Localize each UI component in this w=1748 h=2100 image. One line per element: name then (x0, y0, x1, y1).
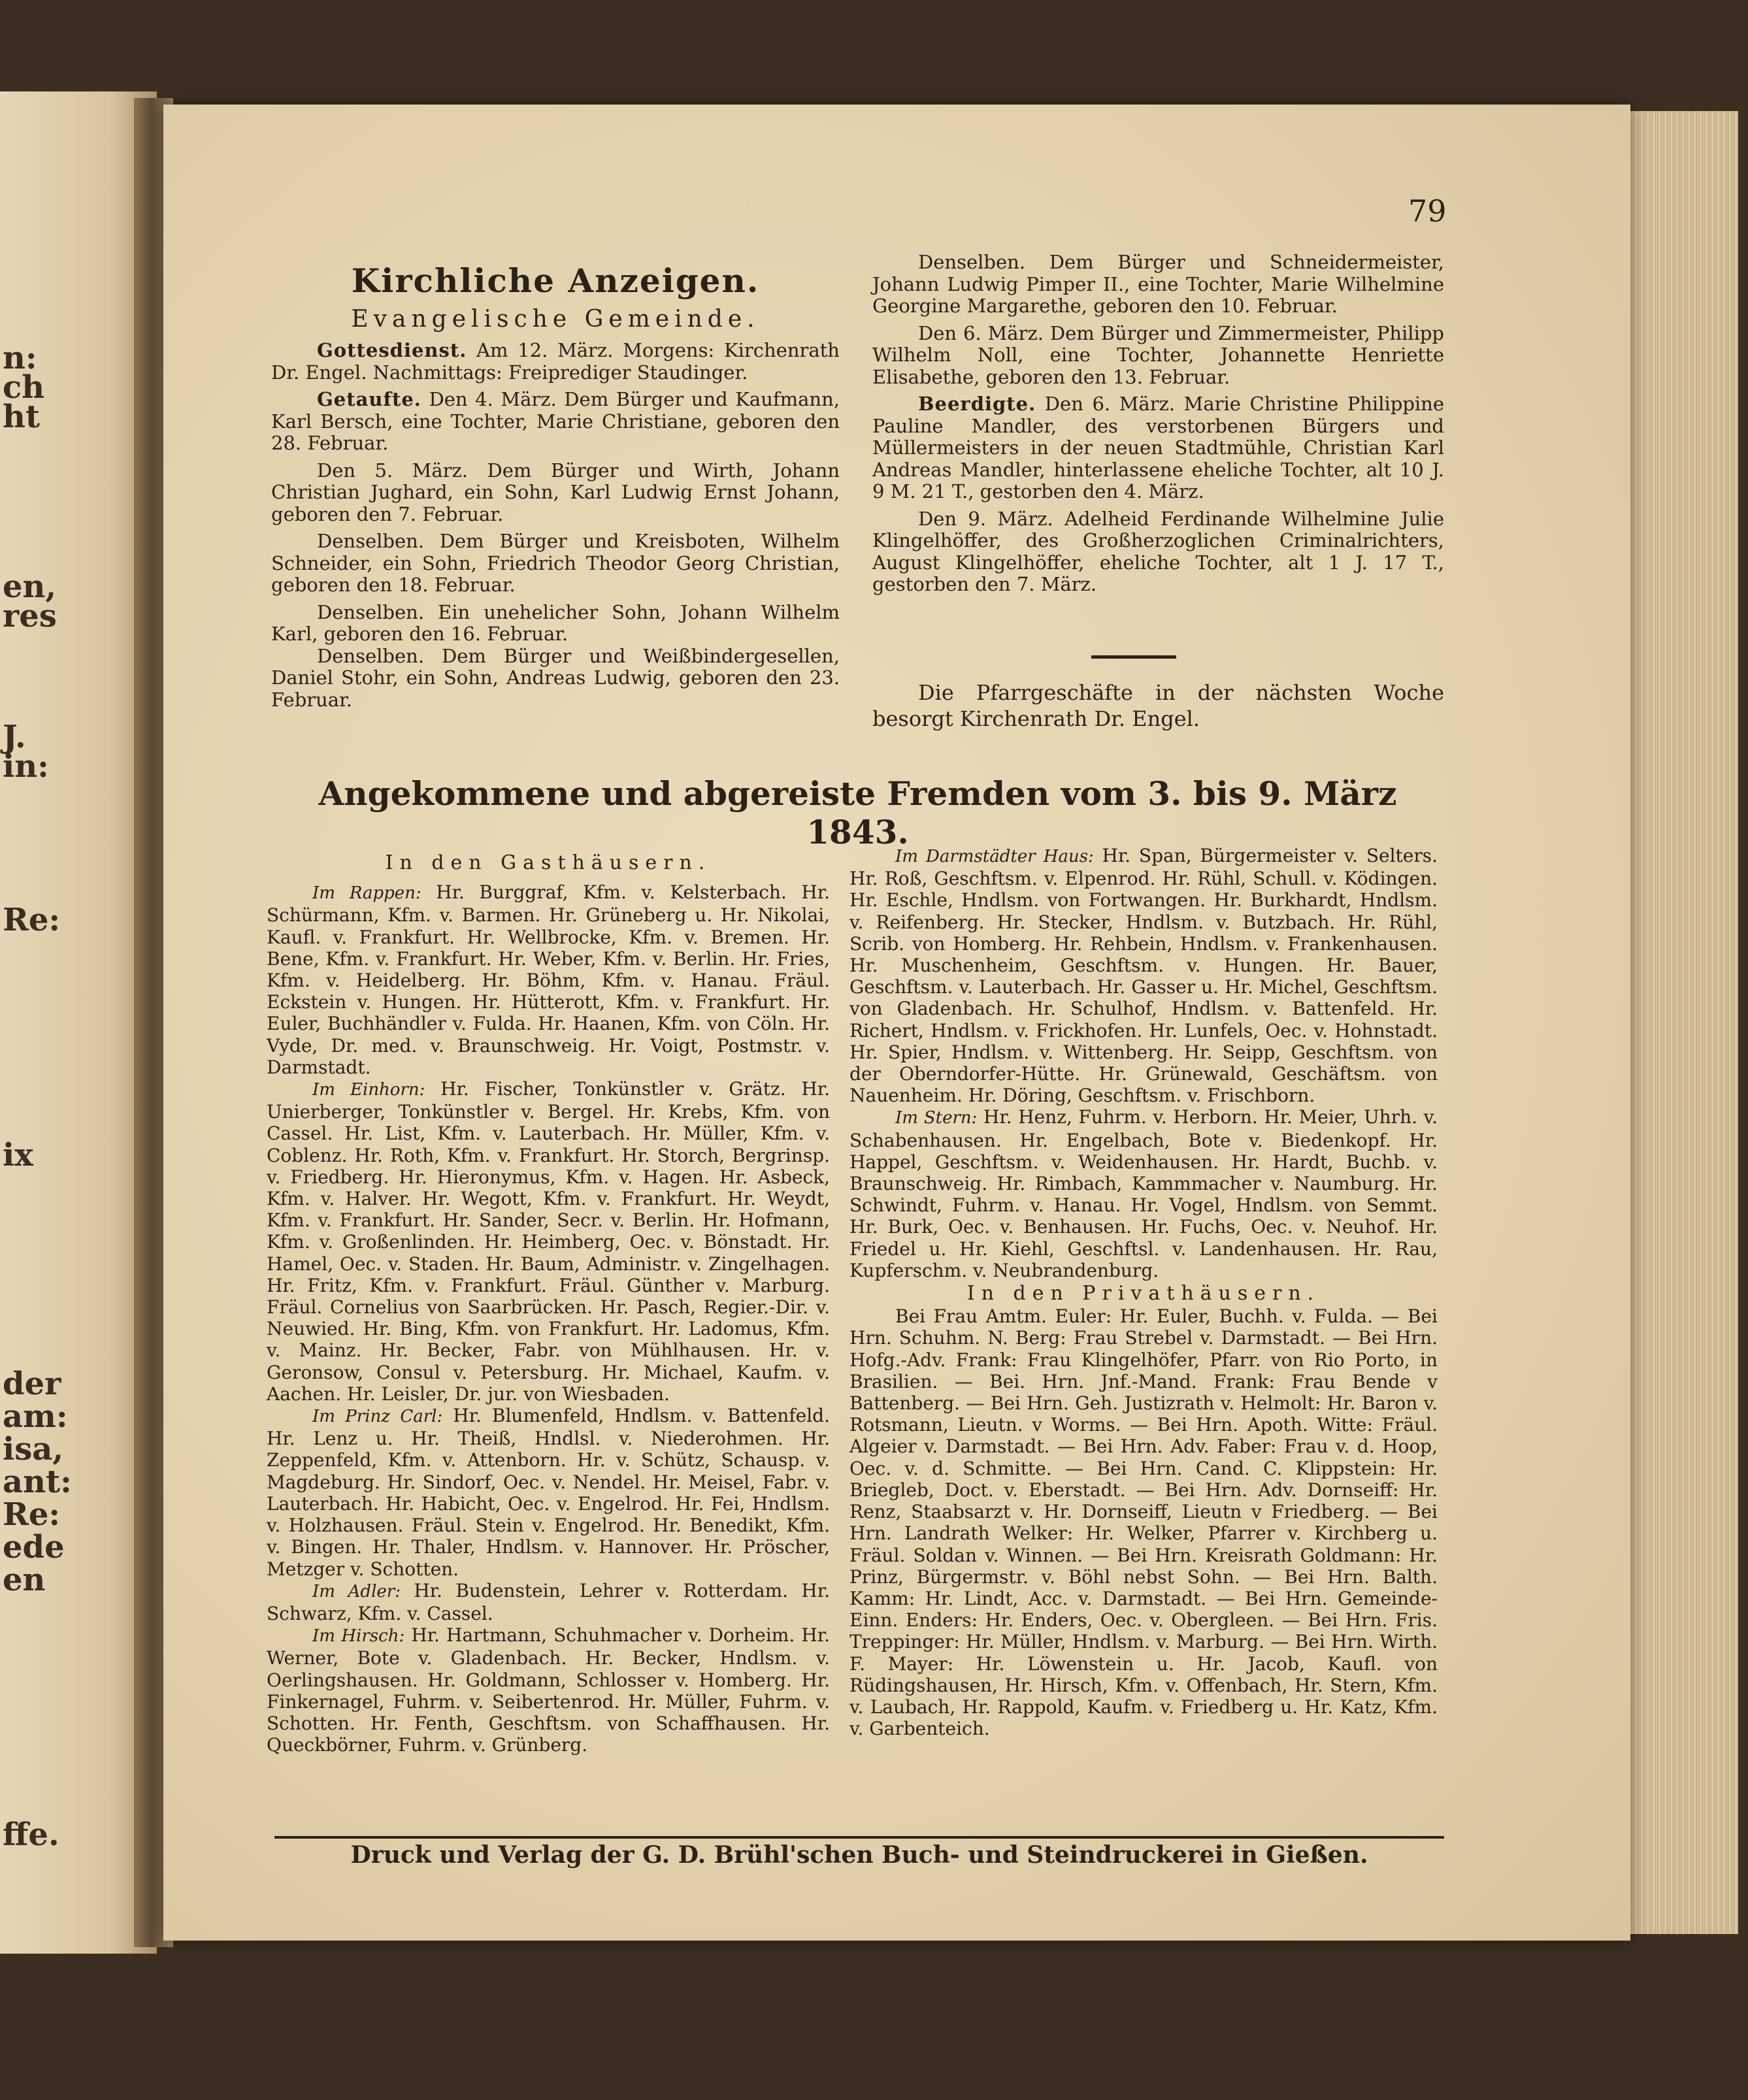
church-paragraph: Beerdigte. Den 6. März. Marie Christine Philippine Pauline Mandler, des verstorbenen Bürgers und Müllermeisters in der neuen Stadtmühle, Christian Karl Andreas Mandler, hinterlassene eheliche Tochter, alt 10 J. 9 M. 21 T., gestorben den 4. März. (872, 393, 1444, 502)
arrivals-left-column (267, 849, 830, 1756)
footer-rule (274, 1836, 1444, 1839)
church-notices-left (271, 261, 840, 711)
inn-entry: Im Darmstädter Haus: Hr. Span, Bürgermeister v. Selters. Hr. Roß, Geschftsm. v. Elpenrod. Hr. Rühl, Schull. v. Ködingen. Hr. Eschle, Hndlsm. von Fortwangen. Hr. Burkhardt, Hndlsm. v. Reifenberg. Hr. Stecker, Hndlsm. v. Butzbach. Hr. Rühl, Scrib. von Homberg. Hr. Rehbein, Hndlsm. v. Frankenhausen. Hr. Muschenheim, Geschftsm. v. Hungen. Hr. Bauer, Geschftsm. v. Lauterbach. Hr. Gasser u. Hr. Michel, Geschftsm. von Gladenbach. Hr. Schulhof, Hndlsm. v. Battenfeld. Hr. Richert, Hndlsm. v. Frickhofen. Hr. Lunfels, Oec. v. Hohnstadt. Hr. Spier, Hndlsm. v. Wittenberg. Hr. Seipp, Geschftsm. von der Oberndorfer-Hütte. Hr. Grünewald, Geschäftsm. von Nauenheim. Hr. Döring, Geschftsm. v. Frischborn. (849, 845, 1438, 1107)
margin-fragment: en, (3, 568, 57, 605)
inn-entry: Im Adler: Hr. Budenstein, Lehrer v. Rotterdam. Hr. Schwarz, Kfm. v. Cassel. (267, 1579, 831, 1624)
inn-entry: Im Einhorn: Hr. Fischer, Tonkünstler v. Grätz. Hr. Unierberger, Tonkünstler v. Bergel. Hr. Krebs, Kfm. von Cassel. Hr. List, Kfm. v. Lauterbach. Hr. Müller, Kfm. v. Coblenz. Hr. Roth, Kfm. v. Frankfurt. Hr. Storch, Bergrinsp. v. Friedberg. Hr. Hieronymus, Kfm. v. Hagen. Hr. Asbeck, Kfm. v. Halver. Hr. Wegott, Kfm. v. Frankfurt. Hr. Weydt, Kfm. v. Frankfurt. Hr. Sander, Secr. v. Berlin. Hr. Hofmann, Kfm. v. Großenlinden. Hr. Heimberg, Oec. v. Bönstadt. Hr. Hamel, Oec. v. Staden. Hr. Baum, Administr. v. Zingelhagen. Hr. Fritz, Kfm. v. Frankfurt. Fräul. Günther v. Marburg. Fräul. Cornelius von Saarbrücken. Hr. Pasch, Regier.-Dir. v. Neuwied. Hr. Bing, Kfm. von Frankfurt. Hr. Ladomus, Kfm. v. Mainz. Hr. Becker, Fabr. von Mühlhausen. Hr. v. Geronsow, Consul v. Petersburg. Hr. Michael, Kaufm. v. Aachen. Hr. Leisler, Dr. jur. von Wiesbaden. (267, 1078, 831, 1405)
margin-fragment: Re: (3, 1496, 61, 1533)
inn-entry: Im Rappen: Hr. Burggraf, Kfm. v. Kelsterbach. Hr. Schürmann, Kfm. v. Barmen. Hr. Grüneberg u. Hr. Nikolai, Kaufl. v. Frankfurt. Hr. Wellbrocke, Kfm. v. Bremen. Hr. Bene, Kfm. v. Frankfurt. Hr. Weber, Kfm. v. Berlin. Hr. Fries, Kfm. v. Heidelberg. Hr. Böhm, Kfm. v. Hanau. Fräul. Eckstein v. Hungen. Hr. Hütterott, Kfm. v. Frankfurt. Hr. Euler, Buchhändler v. Fulda. Hr. Haanen, Kfm. von Cöln. Hr. Vyde, Dr. med. v. Braunschweig. Hr. Voigt, Postmstr. v. Darmstadt. (267, 881, 830, 1078)
printer-imprint: Druck und Verlag der G. D. Brühl'schen Buch- und Steindruckerei in Gießen. (350, 1841, 1368, 1869)
margin-fragment: ht (3, 399, 41, 435)
arrivals-right-column (849, 845, 1438, 1739)
church-subtitle: Evangelische Gemeinde. (351, 306, 760, 333)
church-paragraph: Den 9. März. Adelheid Ferdinande Wilhelmine Julie Klingelhöffer, des Großherzoglichen Criminalrichters, August Klingelhöffer, eheliche Tochter, alt 1 J. 17 T., gestorben den 7. März. (872, 507, 1444, 595)
church-paragraph: Denselben. Dem Bürger und Weißbindergesellen, Daniel Stohr, ein Sohn, Andreas Ludwig, geboren den 23. Februar. (271, 644, 840, 711)
margin-fragment: Re: (3, 902, 61, 938)
church-paragraph: Getaufte. Den 4. März. Dem Bürger und Kaufmann, Karl Bersch, eine Tochter, Marie Christiane, geboren den 28. Februar. (271, 388, 840, 454)
inn-entry: Im Stern: Hr. Henz, Fuhrm. v. Herborn. Hr. Meier, Uhrh. v. Schabenhausen. Hr. Engelbach, Bote v. Biedenkopf. Hr. Happel, Geschftsm. v. Weidenhausen. Hr. Hardt, Buchb. v. Braunschweig. Hr. Rimbach, Kammmacher v. Naumburg. Hr. Schwindt, Fuhrm. v. Hanau. Hr. Vogel, Hndlsm. von Semmt. Hr. Burk, Oec. v. Benhausen. Hr. Fuchs, Oec. v. Neuhof. Hr. Friedel u. Hr. Kiehl, Geschftsl. v. Landenhausen. Hr. Rau, Kupferschm. v. Neubrandenburg. (849, 1106, 1438, 1281)
church-paragraph: Denselben. Ein unehelicher Sohn, Johann Wilhelm Karl, geboren den 16. Februar. (271, 600, 840, 645)
margin-fragment: ant: (3, 1464, 72, 1500)
church-paragraph: Den 5. März. Dem Bürger und Wirth, Johann Christian Jughard, ein Sohn, Karl Ludwig Ernst Johann, geboren den 7. Februar. (271, 459, 840, 525)
inn-entry: Im Prinz Carl: Hr. Blumenfeld, Hndlsm. v. Battenfeld. Hr. Lenz u. Hr. Theiß, Hndlsl. v. Niederohmen. Hr. Zeppenfeld, Kfm. v. Attenborn. Hr. v. Schütz, Schausp. v. Magdeburg. Hr. Sindorf, Oec. v. Nendel. Hr. Meisel, Fabr. v. Lauterbach. Hr. Habicht, Oec. v. Engelrod. Hr. Fei, Hndlsm. v. Holzhausen. Fräul. Stein v. Engelrod. Hr. Benedikt, Kfm. v. Bingen. Hr. Thaler, Hndlsm. v. Hannover. Hr. Pröscher, Metzger v. Schotten. (267, 1405, 830, 1580)
church-title: Kirchliche Anzeigen. (351, 261, 760, 300)
church-paragraph: Den 6. März. Dem Bürger und Zimmermeister, Philipp Wilhelm Noll, eine Tochter, Johannette Henriette Elisabethe, geboren den 13. Februar. (872, 321, 1444, 388)
margin-fragment: ede (3, 1529, 65, 1566)
arrivals-title: Angekommene und abgereiste Fremden vom 3. bis 9. März 1843. (318, 774, 1397, 851)
church-notices-right (872, 252, 1444, 596)
margin-fragment: in: (3, 748, 49, 785)
section-divider (1091, 655, 1176, 659)
margin-fragment: res (3, 598, 57, 634)
pastoral-notice-text: Die Pfarrgeschäfte in der nächsten Woche besorgt Kirchenrath Dr. Engel. (872, 680, 1444, 731)
church-paragraph: Denselben. Dem Bürger und Kreisboten, Wilhelm Schneider, ein Sohn, Friedrich Theodor Georg Christian, geboren den 18. Februar. (271, 530, 840, 596)
church-paragraph: Denselben. Dem Bürger und Schneidermeister, Johann Ludwig Pimper II., eine Tochter, Marie Wilhelmine Georgine Margarethe, geboren den 10. Februar. (872, 251, 1444, 317)
pastoral-notice (872, 680, 1444, 732)
margin-fragment: en (3, 1562, 46, 1598)
church-paragraph: Gottesdienst. Am 12. März. Morgens: Kirchenrath Dr. Engel. Nachmittags: Freiprediger Staudinger. (271, 339, 840, 384)
margin-fragment: ch (3, 369, 45, 406)
margin-fragment: der (3, 1366, 61, 1402)
margin-fragment: J. (3, 719, 26, 755)
margin-fragment: am: (3, 1398, 68, 1435)
margin-fragment: isa, (3, 1431, 64, 1468)
private-houses-heading: In den Privathäusern. (966, 1282, 1321, 1305)
margin-fragment: ix (3, 1137, 33, 1173)
inns-heading: In den Gasthäusern. (385, 851, 712, 874)
private-houses-text: Bei Frau Amtm. Euler: Hr. Euler, Buchh. v. Fulda. — Bei Hrn. Schuhm. N. Berg: Frau Strebel v. Darmstadt. — Bei Hrn. Hofg.-Adv. Frank: Frau Klingelhöfer, Pfarr. von Rio Porto, in Brasilien. — Bei. Hrn. Jnf.-Mand. Frank: Frau Bende v Battenberg. — Bei Hrn. Geh. Justizrath v. Helmolt: Hr. Baron v. Rotsmann, Lieutn. v Worms. — Bei Hrn. Apoth. Witte: Fräul. Algeier v. Darmstadt. — Bei Hrn. Adv. Faber: Frau v. d. Hoop, Oec. v. d. Schmitte. — Bei Hrn. Cand. C. Klippstein: Hr. Briegleb, Doct. v. Eberstadt. — Bei Hrn. Adv. Dornseiff: Hr. Renz, Staabsarzt v. Hr. Dornseiff, Lieutn v Friedberg. — Bei Hrn. Landrath Welker: Hr. Welker, Pfarrer v. Kirchberg u. Fräul. Soldan v. Winnen. — Bei Hrn. Kreisrath Goldmann: Hr. Prinz, Bürgermstr. v. Böhl nebst Sohn. — Bei Hrn. Balth. Kamm: Hr. Lindt, Acc. v. Darmstadt. — Bei Hrn. Gemeinde-Einn. Enders: Hr. Enders, Oec. v. Obergleen. — Bei Hrn. Fris. Treppinger: Hr. Müller, Hndlsm. v. Marburg. — Bei Hrn. Wirth. F. Mayer: Hr. Löwenstein u. Hr. Jacob, Kaufl. von Rüdingshausen, Hr. Hirsch, Kfm. v. Offenbach, Hr. Stern, Kfm. v. Laubach, Hr. Rappold, Kaufm. v. Friedberg u. Hr. Katz, Kfm. v. Garbenteich. (849, 1305, 1438, 1740)
margin-fragment: ffe. (3, 1816, 59, 1853)
margin-fragment: n: (3, 340, 37, 376)
inn-entry: Im Hirsch: Hr. Hartmann, Schuhmacher v. Dorheim. Hr. Werner, Bote v. Gladenbach. Hr. Becker, Hndlsm. v. Oerlingshausen. Hr. Goldmann, Schlosser v. Homberg. Hr. Finkernagel, Fuhrm. v. Seibertenrod. Hr. Müller, Fuhrm. v. Schotten. Hr. Fenth, Geschftsm. von Schaffhausen. Hr. Queckbörner, Fuhrm. v. Grünberg. (267, 1624, 830, 1756)
page-number: 79 (1408, 193, 1447, 229)
